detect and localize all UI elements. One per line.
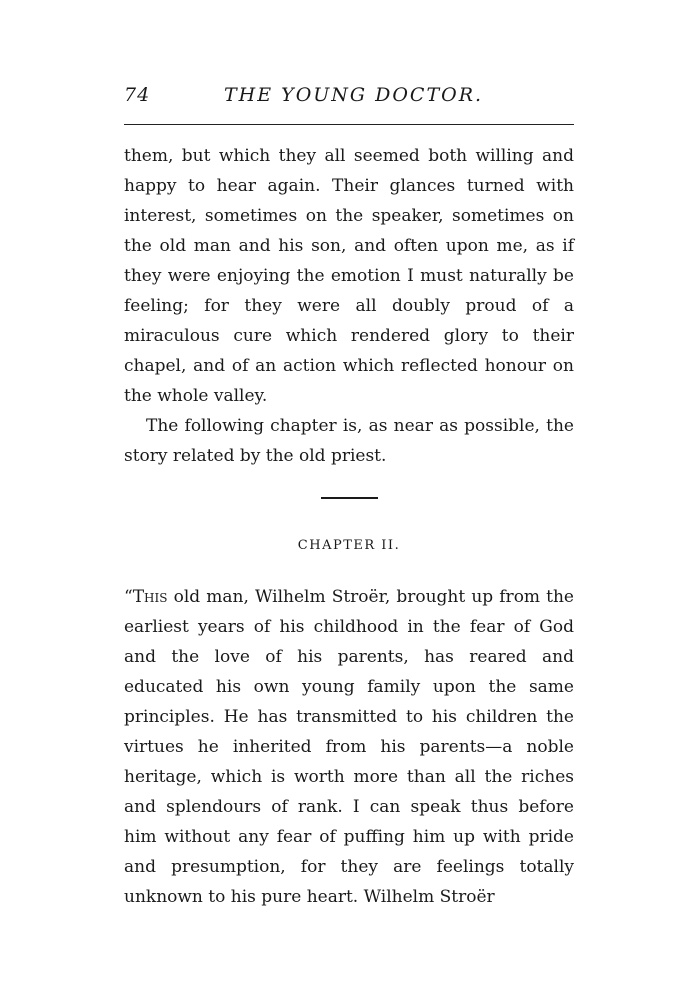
chapter-text: [124, 582, 574, 912]
running-title: THE YOUNG DOCTOR.: [224, 84, 484, 106]
chapter-opening-paragraph: [124, 582, 574, 912]
continued-text: [124, 141, 574, 471]
opening-quote-mark: “: [124, 587, 133, 607]
chapter-paragraph-body: old man, Wilhelm Stroër, brought up from the earliest years of his childhood in the fear of God and the love of his parents, has reared and educated his own young family upon the same principles. He has transmitted to his children the virtues he inherited from his parents—a noble heritage, which is worth more than all the riches and splendours of rank. I can speak thus before him without any fear of puffing him up with pride and presumption, for they are feelings totally unknown to his pure heart. Wilhelm Stroër: [124, 587, 574, 907]
opening-word: This: [132, 587, 168, 607]
header-rule: [124, 124, 574, 125]
continued-paragraph: them, but which they all seemed both willing and happy to hear again. Their glances turned with interest, sometimes on the speaker, sometimes on the old man and his son, and often upon me, as if they were enjoying the emotion I must naturally be feeling; for they were all doubly proud of a miraculous cure which rendered glory to their chapel, and of an action which reflected honour on the whole valley.: [124, 146, 574, 406]
page-header: [124, 84, 574, 114]
section-divider: [321, 497, 378, 499]
chapter-heading: CHAPTER II.: [297, 538, 401, 553]
transition-paragraph: The following chapter is, as near as possible, the story related by the old priest.: [124, 416, 574, 466]
page-number: 74: [124, 84, 151, 106]
